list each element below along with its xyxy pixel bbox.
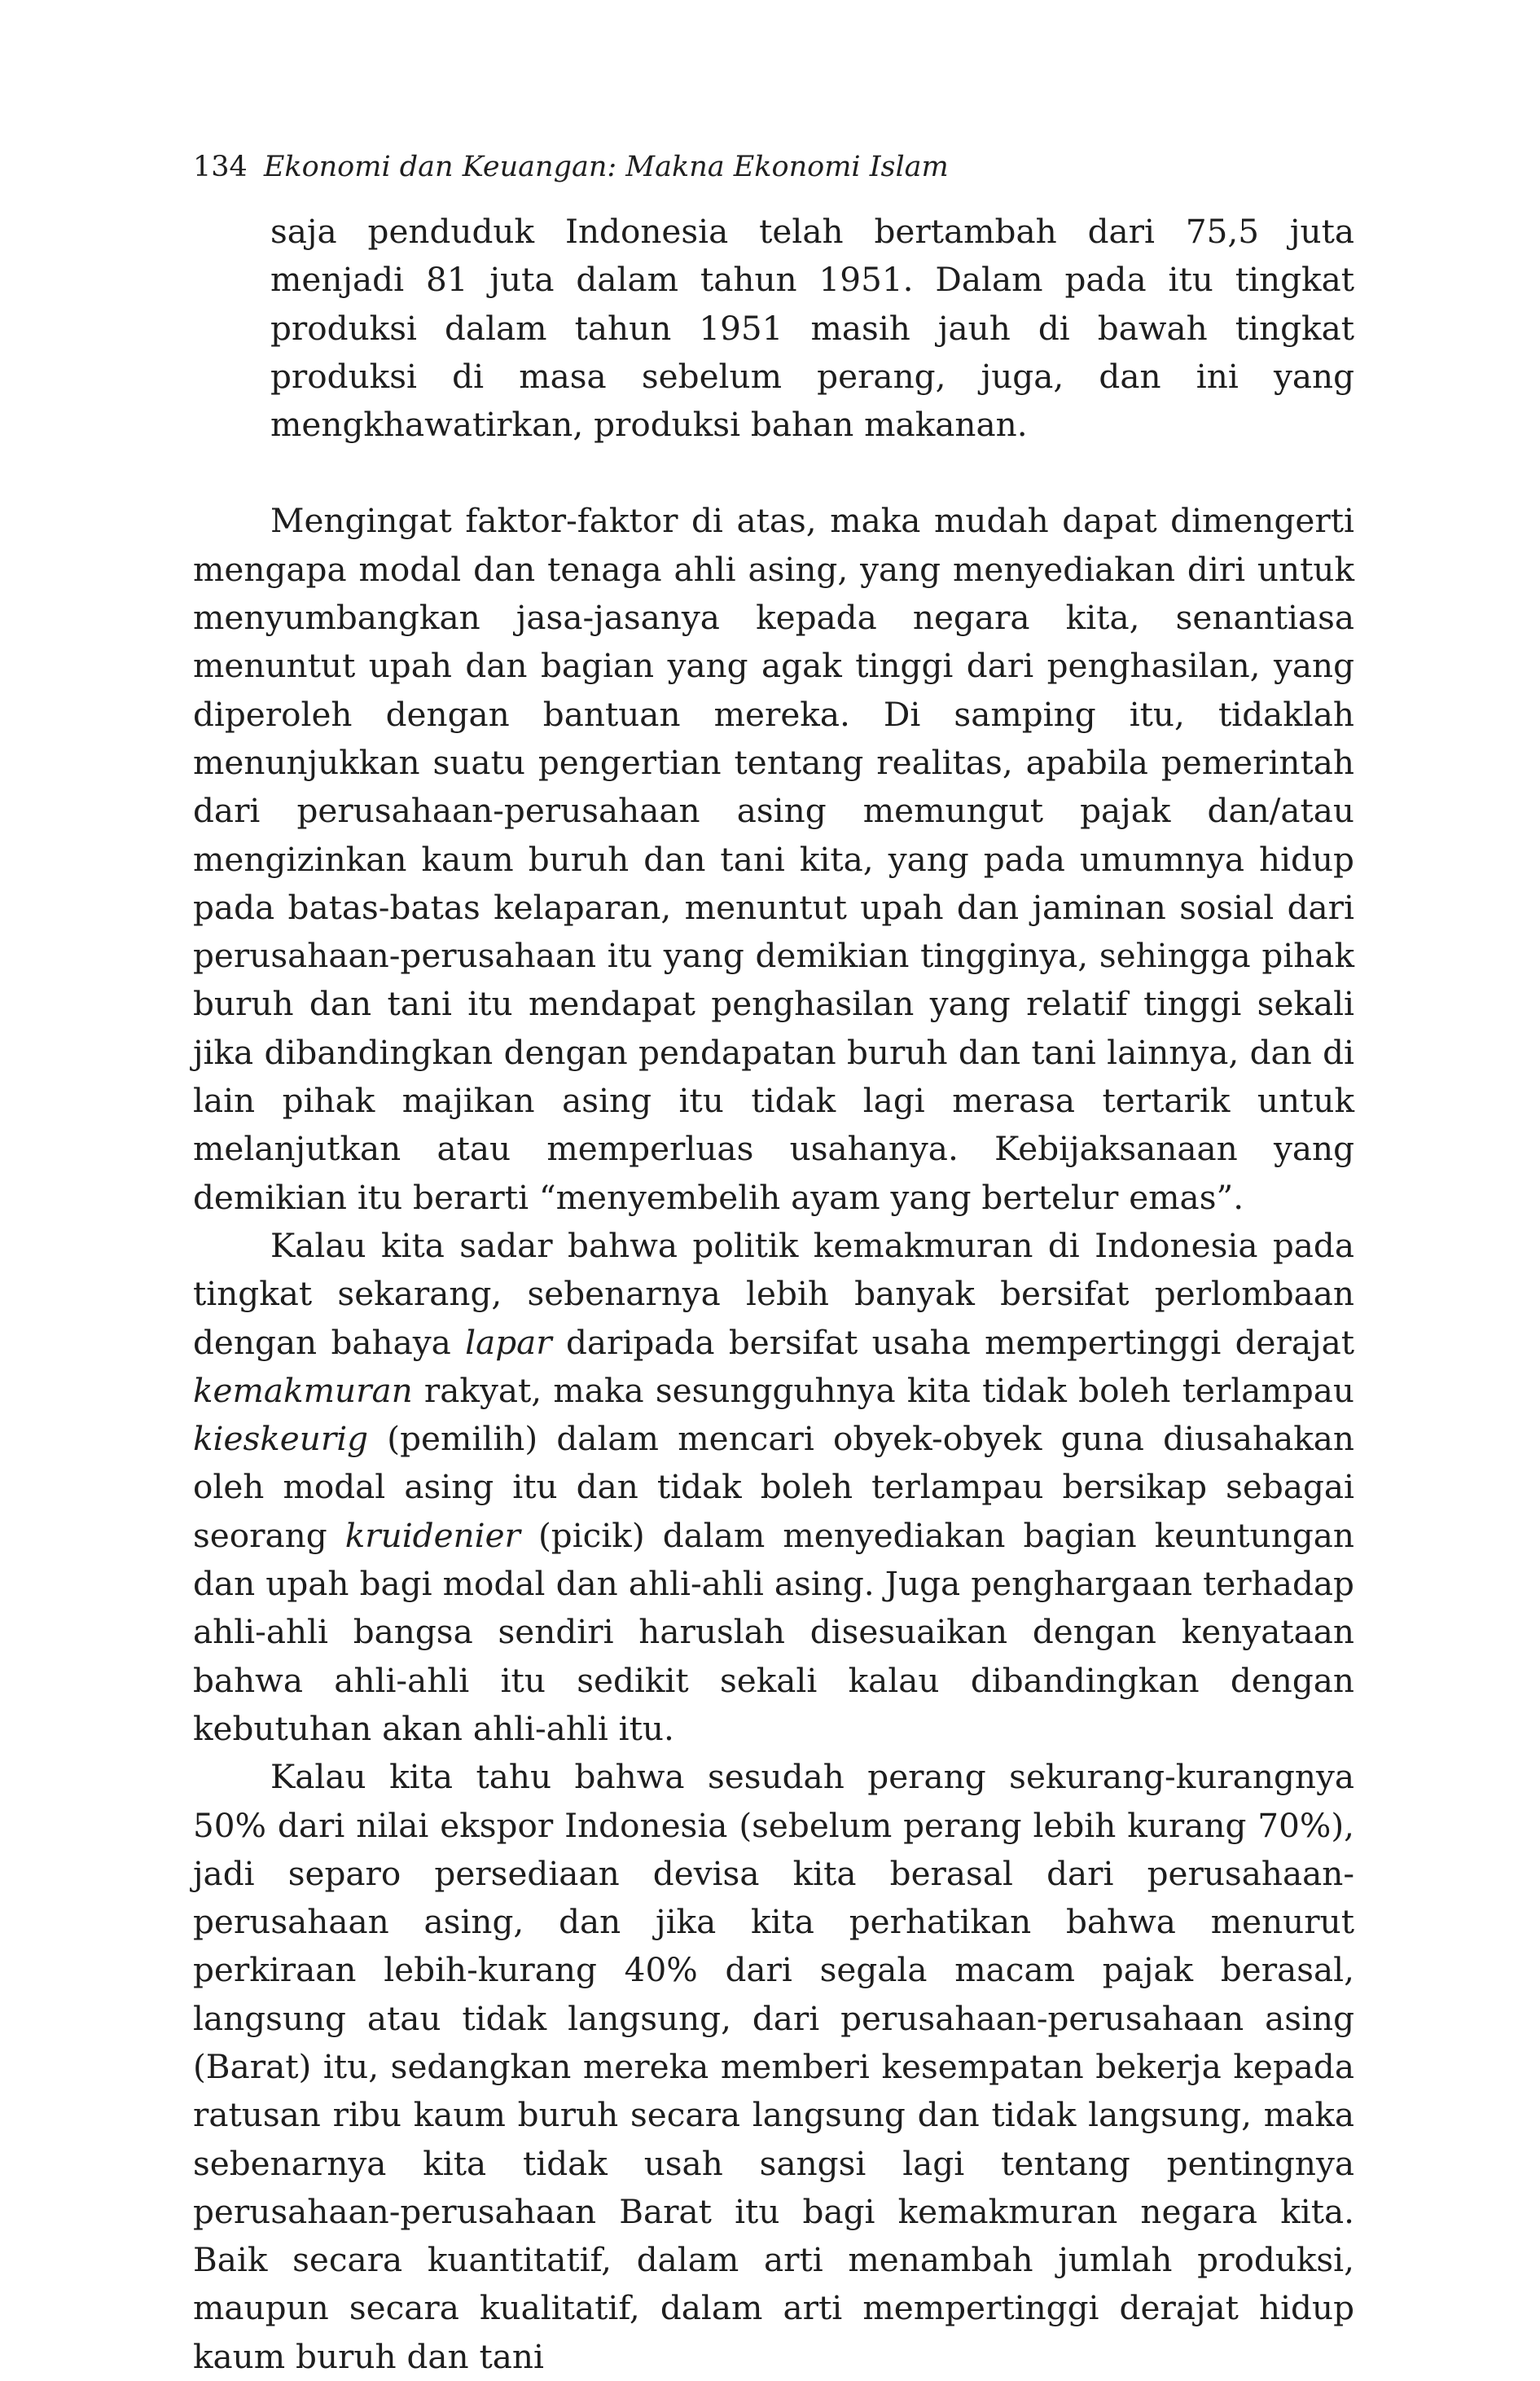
italic-term-kemakmuran: kemakmuran xyxy=(193,1370,413,1410)
running-title: Ekonomi dan Keuangan: Makna Ekonomi Islam xyxy=(263,151,949,183)
paragraph-export-value: Kalau kita tahu bahwa sesudah perang sekurang-kurangnya 50% dari nilai ekspor Indonesia (sebelum perang lebih kurang 70%), jadi separo persediaan devisa kita berasal dari perusahaan-perusahaan asing, dan jika kita perhatikan bahwa menurut perkiraan lebih-kurang 40% dari segala macam pajak berasal, langsung atau tidak langsung, dari perusahaan-perusahaan asing (Barat) itu, sedangkan mereka memberi kesempatan bekerja kepada ratusan ribu kaum buruh secara langsung dan tidak langsung, maka sebenarnya kita tidak usah sangsi lagi tentang pentingnya perusahaan-perusahaan Barat itu bagi kemakmuran negara kita. Baik secara kuantitatif, dalam arti menambah jumlah produksi, maupun secara kualitatif, dalam arti mempertinggi derajat hidup kaum buruh dan tani xyxy=(193,1757,1354,2376)
paragraph-continued: saja penduduk Indonesia telah bertambah dari 75,5 juta menjadi 81 juta dalam tahun 1951. Dalam pada itu tingkat produksi dalam tahun 1951 masih jauh di bawah tingkat produksi di masa sebelum perang, juga, dan ini yang mengkhawatirkan, produksi bahan makanan. xyxy=(270,212,1354,445)
running-header xyxy=(193,147,949,187)
text-run: daripada bersifat usaha mempertinggi derajat xyxy=(551,1322,1354,1362)
body-text xyxy=(193,208,1354,2381)
paragraph-foreign-capital: Mengingat faktor-faktor di atas, maka mudah dapat dimengerti mengapa modal dan tenaga ahli asing, yang menyediakan diri untuk menyumbangkan jasa-jasanya kepada negara kita, senantiasa menuntut upah dan bagian yang agak tinggi dari penghasilan, yang diperoleh dengan bantuan mereka. Di samping itu, tidaklah menunjukkan suatu pengertian tentang realitas, apabila pemerintah dari perusahaan-perusahaan asing memungut pajak dan/atau mengizinkan kaum buruh dan tani kita, yang pada umumnya hidup pada batas-batas kelaparan, menuntut upah dan jaminan sosial dari perusahaan-perusahaan itu yang demikian tingginya, sehingga pihak buruh dan tani itu mendapat penghasilan yang relatif tinggi sekali jika dibandingkan dengan pendapatan buruh dan tani lainnya, dan di lain pihak majikan asing itu tidak lagi merasa tertarik untuk melanjutkan atau memperluas usahanya. Kebijaksanaan yang demikian itu berarti “menyembelih ayam yang bertelur emas”. xyxy=(193,501,1354,1217)
italic-term-kieskeurig: kieskeurig xyxy=(193,1419,369,1459)
text-run: (picik) dalam menyediakan bagian keuntungan dan upah bagi modal dan ahli-ahli asing. Juga penghargaan terhadap ahli-ahli bangsa sendiri haruslah disesuaikan dengan kenyataan bahwa ahli-ahli itu sedikit sekali kalau dibandingkan dengan kebutuhan akan ahli-ahli itu. xyxy=(193,1515,1354,1748)
paragraph-prosperity-politics xyxy=(193,1222,1354,1753)
text-run: Kalau kita sadar bahwa politik kemakmuran di Indonesia pada tingkat sekarang, sebenarnya lebih banyak bersifat perlombaan dengan bahaya xyxy=(193,1225,1354,1362)
page-number: 134 xyxy=(193,151,248,183)
italic-term-kruidenier: kruidenier xyxy=(344,1515,520,1555)
text-run: rakyat, maka sesungguhnya kita tidak boleh terlampau xyxy=(412,1370,1354,1410)
italic-term-lapar: lapar xyxy=(465,1322,552,1362)
text-run: (pemilih) dalam mencari obyek-obyek guna diusahakan oleh modal asing itu dan tidak boleh terlampau bersikap sebagai seorang xyxy=(193,1419,1354,1555)
